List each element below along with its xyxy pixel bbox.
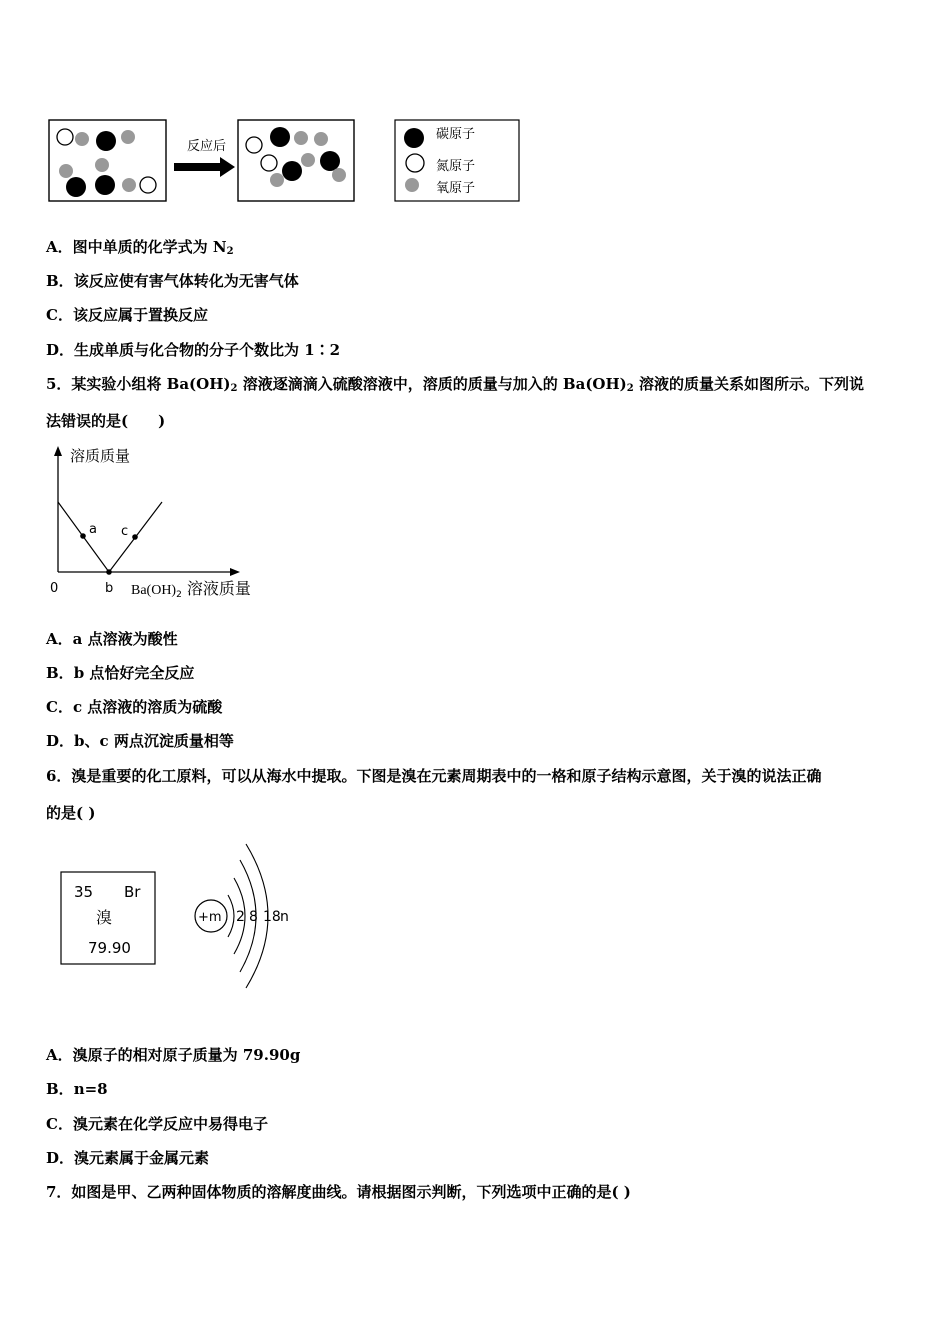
nitrogen-atom-icon bbox=[140, 177, 156, 193]
point-c-label: c bbox=[121, 524, 129, 539]
carbon-atom-icon bbox=[282, 161, 302, 181]
legend-nitrogen-label: 氮原子 bbox=[436, 159, 476, 174]
nitrogen-atom-icon bbox=[57, 129, 73, 145]
shell-1-electrons: 2 bbox=[236, 909, 245, 925]
point-b-label: b bbox=[105, 581, 114, 596]
oxygen-atom-icon bbox=[270, 173, 284, 187]
nitrogen-atom-icon bbox=[261, 155, 277, 171]
carbon-atom-icon bbox=[95, 175, 115, 195]
arrow-icon bbox=[174, 157, 235, 177]
shell-3-electrons: 18 bbox=[263, 909, 281, 925]
point-a-dot bbox=[80, 533, 86, 539]
solute-mass-curve bbox=[58, 502, 162, 572]
legend-carbon-label: 碳原子 bbox=[436, 127, 476, 142]
carbon-atom-icon bbox=[320, 151, 340, 171]
legend-oxygen-label: 氧原子 bbox=[436, 181, 476, 196]
oxygen-atom-icon bbox=[294, 131, 308, 145]
q6-stem-line2: 的是( ) bbox=[46, 804, 96, 822]
y-axis-arrow-icon bbox=[54, 446, 62, 456]
q6-option-b[interactable]: B．n=8 bbox=[46, 1080, 108, 1098]
y-axis-label: 溶质质量 bbox=[70, 447, 131, 465]
carbon-atom-icon bbox=[96, 131, 116, 151]
point-b-dot bbox=[106, 569, 112, 575]
oxygen-atom-icon bbox=[314, 132, 328, 146]
q5-stem-line2: 法错误的是( ) bbox=[46, 412, 166, 430]
q4-option-a[interactable]: A．图中单质的化学式为 $N_2$ bbox=[46, 238, 234, 257]
shell-1-arc bbox=[228, 895, 234, 937]
q6-stem-line1: 6．溴是重要的化工原料，可以从海水中提取。下图是溴在元素周期表中的一格和原子结构示意图，关于溴的说法正确 bbox=[46, 767, 822, 785]
q5-option-b[interactable]: B．b 点恰好完全反应 bbox=[46, 664, 195, 682]
x-axis-label: $Ba(OH)_2$ 溶液质量 bbox=[131, 579, 251, 600]
q7-stem: 7．如图是甲、乙两种固体物质的溶解度曲线。请根据图示判断，下列选项中正确的是( ) bbox=[46, 1183, 631, 1201]
shell-2-electrons: 8 bbox=[249, 909, 258, 925]
q4-option-c[interactable]: C．该反应属于置换反应 bbox=[46, 306, 208, 324]
x-axis-arrow-icon bbox=[230, 568, 240, 576]
point-c-dot bbox=[132, 534, 138, 540]
q5-stem-line1: 5．某实验小组将 $Ba(OH)_2$ 溶液逐滴滴入硫酸溶液中，溶质的质量与加入的 $Ba(OH)_2$ 溶液的质量关系如图所示。下列说 bbox=[46, 375, 864, 394]
carbon-atom-icon bbox=[270, 127, 290, 147]
reaction-figure bbox=[46, 115, 526, 207]
element-symbol: Br bbox=[124, 883, 141, 901]
oxygen-atom-legend-icon bbox=[405, 178, 419, 192]
carbon-atom-icon bbox=[66, 177, 86, 197]
oxygen-atom-icon bbox=[301, 153, 315, 167]
nitrogen-atom-legend-icon bbox=[406, 154, 424, 172]
q5-option-a[interactable]: A．a 点溶液为酸性 bbox=[46, 630, 178, 648]
nitrogen-atom-icon bbox=[246, 137, 262, 153]
oxygen-atom-icon bbox=[122, 178, 136, 192]
solute-mass-graph bbox=[46, 440, 276, 605]
q6-option-d[interactable]: D．溴元素属于金属元素 bbox=[46, 1149, 210, 1167]
atomic-mass: 79.90 bbox=[88, 939, 131, 957]
atomic-number: 35 bbox=[74, 883, 94, 901]
q4-option-d[interactable]: D．生成单质与化合物的分子个数比为 1∶2 bbox=[46, 341, 341, 359]
shell-4-electrons: n bbox=[280, 909, 289, 925]
oxygen-atom-icon bbox=[121, 130, 135, 144]
origin-label: 0 bbox=[50, 581, 59, 596]
q5-option-d[interactable]: D．b、c 两点沉淀质量相等 bbox=[46, 732, 234, 750]
bromine-figure bbox=[56, 840, 306, 995]
oxygen-atom-icon bbox=[95, 158, 109, 172]
oxygen-atom-icon bbox=[59, 164, 73, 178]
q4-option-b[interactable]: B．该反应使有害气体转化为无害气体 bbox=[46, 272, 299, 290]
q5-option-c[interactable]: C．c 点溶液的溶质为硫酸 bbox=[46, 698, 223, 716]
element-name: 溴 bbox=[96, 908, 113, 927]
carbon-atom-legend-icon bbox=[404, 128, 424, 148]
q6-option-a[interactable]: A．溴原子的相对原子质量为 79.90g bbox=[46, 1046, 301, 1064]
point-a-label: a bbox=[89, 522, 97, 537]
nucleus-charge: +m bbox=[198, 910, 222, 925]
oxygen-atom-icon bbox=[332, 168, 346, 182]
q6-option-c[interactable]: C．溴元素在化学反应中易得电子 bbox=[46, 1115, 268, 1133]
oxygen-atom-icon bbox=[75, 132, 89, 146]
arrow-label: 反应后 bbox=[187, 139, 227, 154]
